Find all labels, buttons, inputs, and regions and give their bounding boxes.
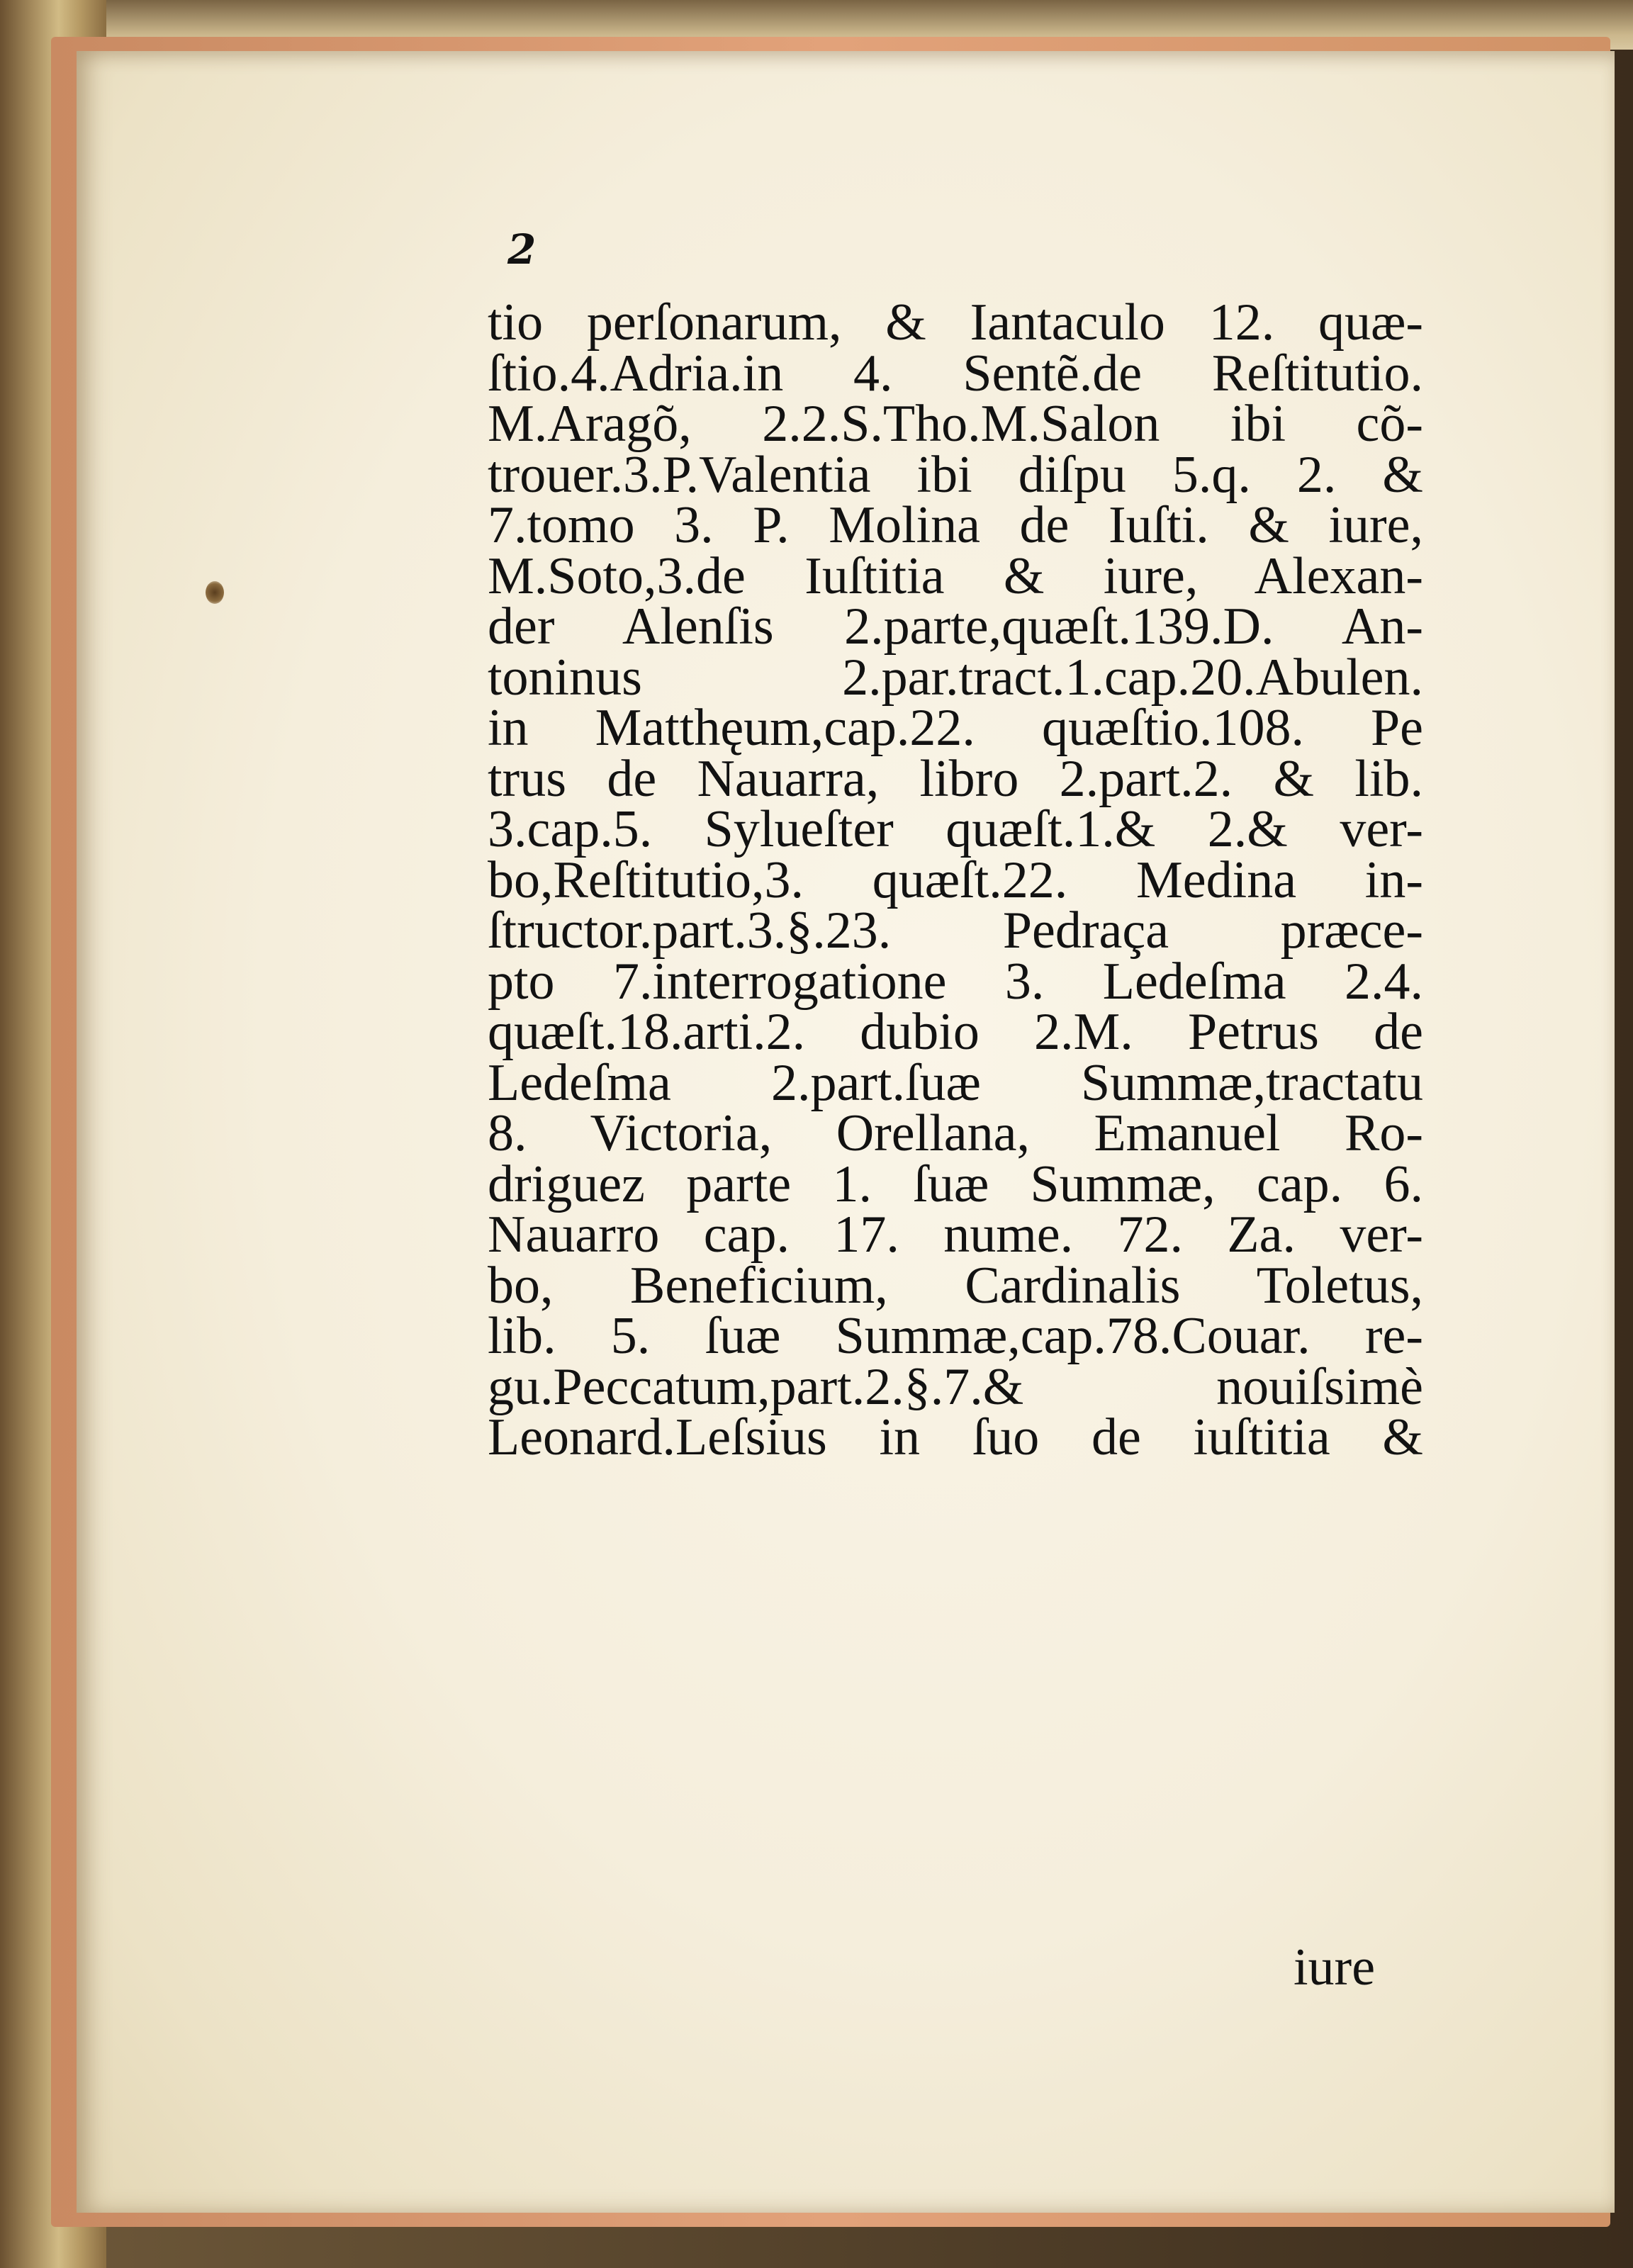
catchword: iure: [1294, 1938, 1376, 1997]
text-line: 7.tomo 3. P. Molina de Iuſti. & iure,: [488, 496, 1423, 554]
text-line: Leonard.Leſsius in ſuo de iuſtitia &: [488, 1408, 1423, 1466]
text-line: lib. 5. ſuæ Summæ,cap.78.Couar. re-: [488, 1307, 1423, 1365]
text-line: bo, Beneficium, Cardinalis Toletus,: [488, 1256, 1423, 1315]
text-line: M.Aragõ, 2.2.S.Tho.M.Salon ibi cõ-: [488, 395, 1423, 453]
text-line: in Matthęum,cap.22. quæſtio.108. Pe: [488, 699, 1423, 757]
text-line: ſtio.4.Adria.in 4. Sentẽ.de Reſtitutio.: [488, 344, 1423, 403]
text-line: toninus 2.par.tract.1.cap.20.Abulen.: [488, 648, 1423, 707]
text-line: M.Soto,3.de Iuſtitia & iure, Alexan-: [488, 546, 1423, 605]
text-line: Ledeſma 2.part.ſuæ Summæ,tractatu: [488, 1053, 1423, 1112]
text-line: tio perſonarum, & Iantaculo 12. quæ-: [488, 293, 1423, 352]
text-line: quæſt.18.arti.2. dubio 2.M. Petrus de: [488, 1003, 1423, 1061]
text-line: trouer.3.P.Valentia ibi diſpu 5.q. 2. &: [488, 445, 1423, 504]
text-line: Nauarro cap. 17. nume. 72. Za. ver-: [488, 1206, 1423, 1264]
page-number: 2: [507, 225, 537, 274]
text-line: gu.Peccatum,part.2.§.7.& nouiſsimè: [488, 1357, 1423, 1416]
text-line: pto 7.interrogatione 3. Ledeſma 2.4.: [488, 952, 1423, 1011]
ink-stain: [206, 581, 224, 604]
text-line: trus de Nauarra, libro 2.part.2. & lib.: [488, 749, 1423, 808]
text-line: bo,Reſtitutio,3. quæſt.22. Medina in-: [488, 850, 1423, 909]
text-line: der Alenſis 2.parte,quæſt.139.D. An-: [488, 597, 1423, 656]
text-line: 3.cap.5. Sylueſter quæſt.1.& 2.& ver-: [488, 800, 1423, 858]
body-text: [488, 293, 1423, 1466]
text-line: ſtructor.part.3.§.23. Pedraça præce-: [488, 902, 1423, 960]
text-line: driguez parte 1. ſuæ Summæ, cap. 6.: [488, 1155, 1423, 1213]
text-line: 8. Victoria, Orellana, Emanuel Ro-: [488, 1104, 1423, 1162]
